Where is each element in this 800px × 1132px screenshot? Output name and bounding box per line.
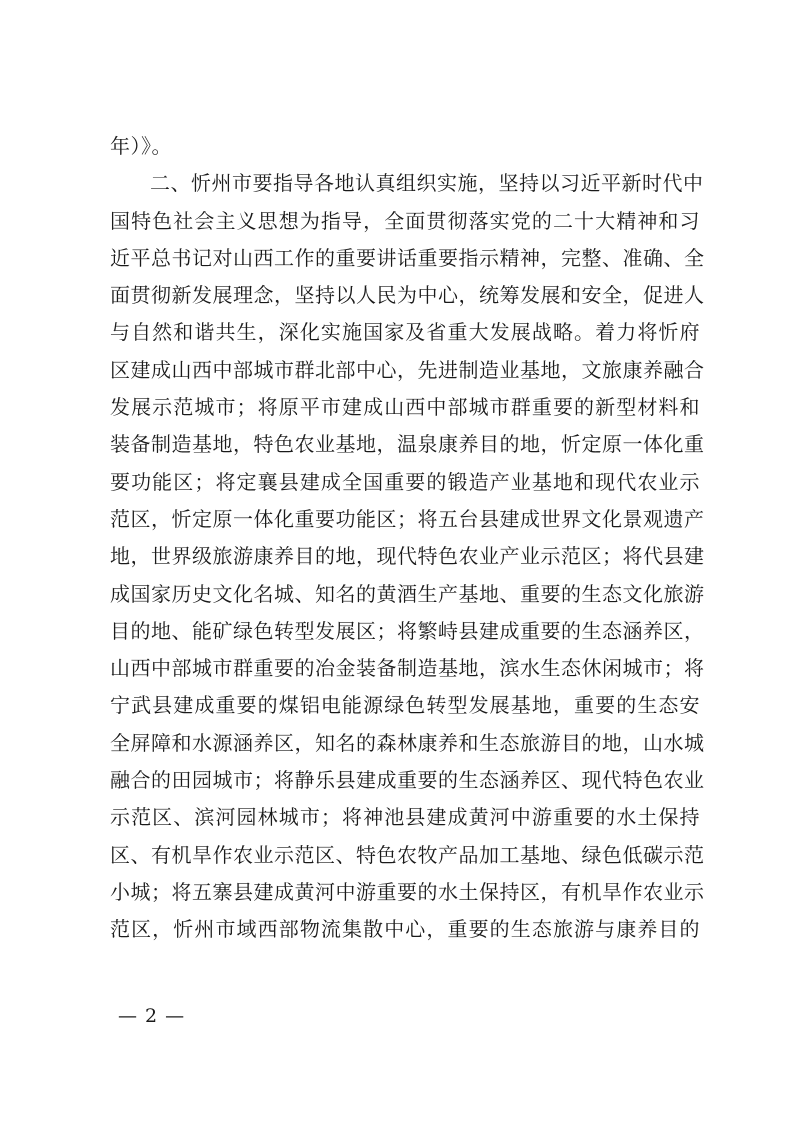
text-line: 范区，忻定原一体化重要功能区；将五台县建成世界文化景观遗产 <box>110 506 705 531</box>
text-line: 全屏障和水源涵养区，知名的森林康养和生态旅游目的地，山水城 <box>110 730 705 755</box>
text-line: 融合的田园城市；将静乐县建成重要的生态涵养区、现代特色农业 <box>110 768 705 793</box>
text-line: 成国家历史文化名城、知名的黄酒生产基地、重要的生态文化旅游 <box>110 581 705 606</box>
text-line: 地，世界级旅游康养目的地，现代特色农业产业示范区；将代县建 <box>110 544 705 569</box>
text-line: 装备制造基地，特色农业基地，温泉康养目的地，忻定原一体化重 <box>110 432 705 457</box>
text-line: 面贯彻新发展理念，坚持以人民为中心，统筹发展和安全，促进人 <box>110 283 705 308</box>
text-line: 要功能区；将定襄县建成全国重要的锻造产业基地和现代农业示 <box>110 469 700 494</box>
text-line: 国特色社会主义思想为指导，全面贯彻落实党的二十大精神和习 <box>110 208 700 233</box>
text-line: 示范区、滨河园林城市；将神池县建成黄河中游重要的水土保持 <box>110 805 700 830</box>
text-line: 发展示范城市；将原平市建成山西中部城市群重要的新型材料和 <box>110 395 700 420</box>
body-text <box>110 128 705 949</box>
text-line: 区建成山西中部城市群北部中心，先进制造业基地，文旅康养融合 <box>110 357 705 382</box>
text-line: 山西中部城市群重要的冶金装备制造基地，滨水生态休闲城市；将 <box>110 656 705 681</box>
text-line: 目的地、能矿绿色转型发展区；将繁峙县建成重要的生态涵养区， <box>110 618 705 643</box>
page-number: — 2 — <box>118 1005 186 1027</box>
text-line: 与自然和谐共生，深化实施国家及省重大发展战略。着力将忻府 <box>110 320 700 345</box>
text-line: 区、有机旱作农业示范区、特色农牧产品加工基地、绿色低碳示范 <box>110 842 705 867</box>
text-line: 近平总书记对山西工作的重要讲话重要指示精神，完整、准确、全 <box>110 245 705 270</box>
text-line: 宁武县建成重要的煤铝电能源绿色转型发展基地，重要的生态安 <box>110 693 700 718</box>
text-line: 年）》。 <box>110 134 172 158</box>
paragraph-first-line: 二、忻州市要指导各地认真组织实施，坚持以习近平新时代中 <box>150 171 704 196</box>
text-line: 范区，忻州市域西部物流集散中心，重要的生态旅游与康养目的 <box>110 917 700 942</box>
text-line: 小城；将五寨县建成黄河中游重要的水土保持区，有机旱作农业示 <box>110 879 705 904</box>
